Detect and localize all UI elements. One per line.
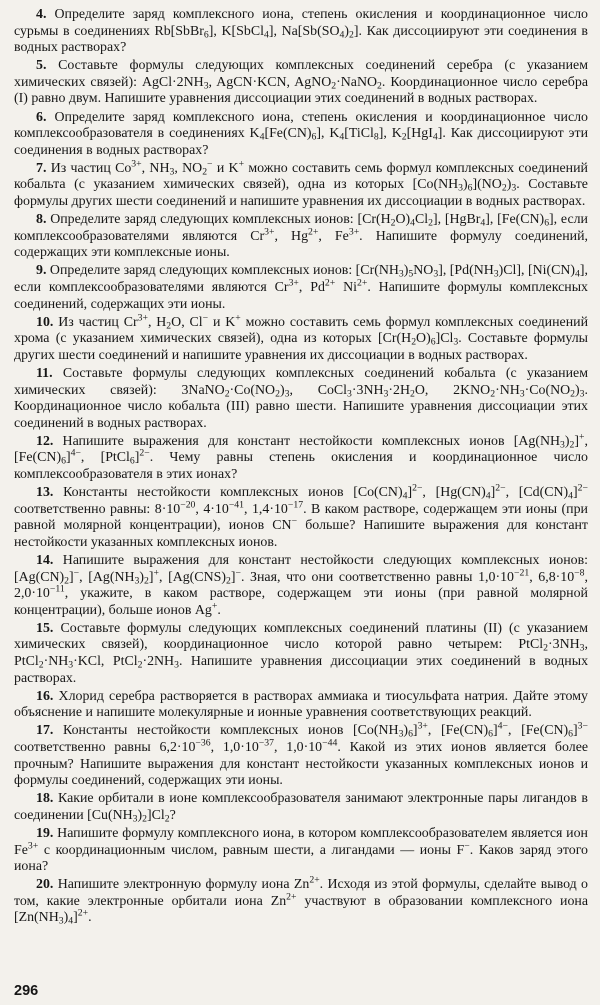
problem-text: Напишите электронную формулу иона $Zn^{2+}$. Исходя из этой формулы, сделайте вывод о том, какие электронные орбитали иона $Zn^{2+}$ участвуют в образовании комплексного иона $[Zn(NH_3)_4]^{2+}$. bbox=[14, 874, 589, 928]
problem-14 bbox=[14, 553, 588, 619]
problem-text: Составьте формулы следующих комплексных соединений серебра (с указанием химических связей): $AgCl\cdot 2NH_3$, AgCN·KCN, AgNO$_2$·NaNO$_2$. Координационное число серебра (I) равно двум. Напишите уравнения диссоциации этих соединений в водных растворах. bbox=[14, 58, 588, 107]
problem-number: 12. bbox=[36, 433, 54, 449]
problem-number: 9. bbox=[36, 263, 47, 279]
problem-number: 5. bbox=[36, 58, 47, 74]
problem-text: Напишите выражения для констант нестойкости следующих комплексных ионов: $[Ag(CN)_2]^-$, $[Ag(NH_3)_2]^+$, $[Ag(CNS)_2]^-$. Зная, что они соответственно равны $1,0\cdot 10^{-21}$, $6,8\cdot 10^{-8}$, $2,0\cdot 10^{-11}$, укажите, в каком растворе, содержащем эти ионы (при равной молярной концентрации), больше ионов Ag+. bbox=[14, 553, 588, 618]
problem-19 bbox=[14, 826, 588, 876]
problem-text: Составьте формулы следующих комплексных соединений платины (II) (с указанием химических связей), координационное число которой равно четырем: $PtCl_2\cdot 3NH_3$, $PtCl_2\cdot NH_3\cdot KCl$, $PtCl_2\cdot 2NH_3$. Напишите уравнения диссоциации этих соединений в водных растворах. bbox=[14, 620, 589, 686]
problem-number: 15. bbox=[36, 620, 54, 636]
problem-6 bbox=[14, 110, 588, 160]
problem-10 bbox=[14, 312, 589, 365]
page-number: 296 bbox=[14, 983, 39, 999]
problem-11 bbox=[14, 366, 588, 432]
problem-number: 16. bbox=[36, 688, 54, 704]
problem-text: Напишите формулу комплексного иона, в котором комплексообразователем является ион $Fe^{3+}$ с координационным числом, равным шести, а лигандами — ионы F−. Каков заряд этого иона? bbox=[14, 826, 588, 875]
problem-text: Хлорид серебра растворяется в растворах аммиака и тиосульфата натрия. Дайте этому объяснение и напишите молекулярные и ионные уравнения соответствующих реакций. bbox=[14, 688, 588, 721]
problem-number: 8. bbox=[36, 212, 47, 228]
problem-text: Составьте формулы следующих комплексных соединений кобальта (с указанием химических связей): $3NaNO_2\cdot Co(NO_2)_3$, $CoCl_3\cdot 3NH_3\cdot 2H_2O$, $2KNO_2\cdot NH_3\cdot Co(NO_2)_3$. Координационное число кобальта (III) равно шести. Напишите уравнения диссоциации этих соединений в водных растворах. bbox=[14, 365, 589, 431]
problem-number: 20. bbox=[36, 877, 54, 893]
problem-number: 4. bbox=[36, 7, 47, 22]
problem-text: Константы нестойкости комплексных ионов $[Co(NH_3)_6]^{3+}$, $[Fe(CN)_6]^{4-}$, $[Fe(CN)_6]^{3-}$ соответственно равны $6,2\cdot 10^{-36}$, $1,0\cdot 10^{-37}$, $1,0\cdot 10^{-44}$. Какой из этих ионов является более прочным? Напишите выражения для констант нестойкости указанных комплексных ионов и формулы соединений, содержащих эти ионы. bbox=[14, 721, 589, 789]
problem-number: 14. bbox=[36, 553, 54, 568]
problem-16 bbox=[14, 689, 588, 722]
problem-20 bbox=[14, 874, 589, 928]
problem-number: 19. bbox=[36, 826, 54, 841]
problem-number: 13. bbox=[36, 485, 54, 501]
problem-4 bbox=[14, 7, 588, 57]
problem-text: Определите заряд следующих комплексных ионов: $[Cr(H_2O)_4Cl_2]$, [HgBr$_4$], $[Fe(CN)_6]$, если комплексообразователями являются $Cr^{3+}$, $Hg^{2+}$, $Fe^{3+}$. Напишите формулу соединений, содержащих эти комплексные ионы. bbox=[14, 212, 588, 261]
problem-8 bbox=[14, 212, 588, 262]
problem-text: Какие орбитали в ионе комплексообразователя занимают электронные пары лигандов в соединении $[Cu(NH_3)_2]Cl_2$? bbox=[14, 791, 588, 825]
problem-number: 17. bbox=[36, 723, 54, 739]
problem-text: Напишите выражения для констант нестойкости комплексных ионов $[Ag(NH_3)_2]^+$, $[Fe(CN)_6]^{4-}$, [PtCl$_6$]$^{2-}$. Чему равны степень окисления и координационное число комплексообразователя в этих ионах? bbox=[14, 431, 588, 483]
problem-text: Константы нестойкости комплексных ионов $[Co(CN)_4]^{2-}$, $[Hg(CN)_4]^{2-}$, $[Cd(CN)_4]^{2-}$ соответственно равны: $8\cdot 10^{-20}$, $4\cdot 10^{-41}$, $1,4\cdot 10^{-17}$. В каком растворе, содержащем эти ионы (при равной молярной концентрации), ионов CN− больше? Напишите выражения для констант нестойкости указанных комплексных ионов. bbox=[14, 482, 588, 550]
problem-text: Из частиц $Co^{3+}$, $NH_3$, $NO_2^-$ и K+ можно составить семь формул комплексных соединений кобальта (с указанием химических связей), одна из которых $[Co(NH_3)_6](NO_2)_3$. Составьте формулы других шести соединений и напишите уравнения их диссоциации в водных растворах. bbox=[14, 158, 588, 210]
problem-text: Определите заряд комплексного иона, степень окисления и координационное число комплексообразователя в соединениях $K_4[Fe(CN)_6]$, $K_4[TiCl_8]$, $K_2[HgI_4]$. Как диссоциируют эти соединения в водных растворах? bbox=[14, 109, 589, 158]
problem-13 bbox=[14, 482, 588, 551]
problem-number: 10. bbox=[36, 314, 54, 330]
problem-number: 11. bbox=[36, 365, 53, 381]
problem-number: 7. bbox=[36, 160, 47, 176]
problem-number: 18. bbox=[36, 791, 54, 807]
problem-text: Из частиц $Cr^{3+}$, $H_2O$, Cl− и K+ можно составить семь формул комплексных соединений хрома (с указанием химических связей), одна из которых $[Cr(H_2O)_6]Cl_3$. Составьте формулы других шести соединений и напишите уравнения их диссоциации в водных растворах. bbox=[14, 312, 589, 363]
problem-text: Определите заряд комплексного иона, степень окисления и координационное число сурьмы в соединениях Rb[SbBr$_6$], K[SbCl$_4$], $Na[Sb(SO_4)_2]$. Как диссоциируют эти соединения в водных растворах? bbox=[14, 7, 588, 56]
problem-5 bbox=[14, 58, 588, 108]
problem-15 bbox=[14, 621, 588, 687]
problem-12 bbox=[14, 431, 588, 484]
problem-text: Определите заряд следующих комплексных ионов: $[Cr(NH_3)_5NO_3]$, $[Pd(NH_3)Cl]$, $[Ni(CN)_4]$, если комплексообразователями являются $Cr^{3+}$, $Pd^{2+}$ $Ni^{2+}$. Напишите формулы комплексных соединений, содержащих эти ионы. bbox=[14, 263, 589, 312]
problem-17 bbox=[14, 723, 588, 789]
problem-7 bbox=[14, 158, 588, 211]
problem-list bbox=[14, 7, 588, 929]
problem-18 bbox=[14, 791, 588, 824]
problem-9 bbox=[14, 263, 588, 313]
problem-number: 6. bbox=[36, 109, 47, 125]
